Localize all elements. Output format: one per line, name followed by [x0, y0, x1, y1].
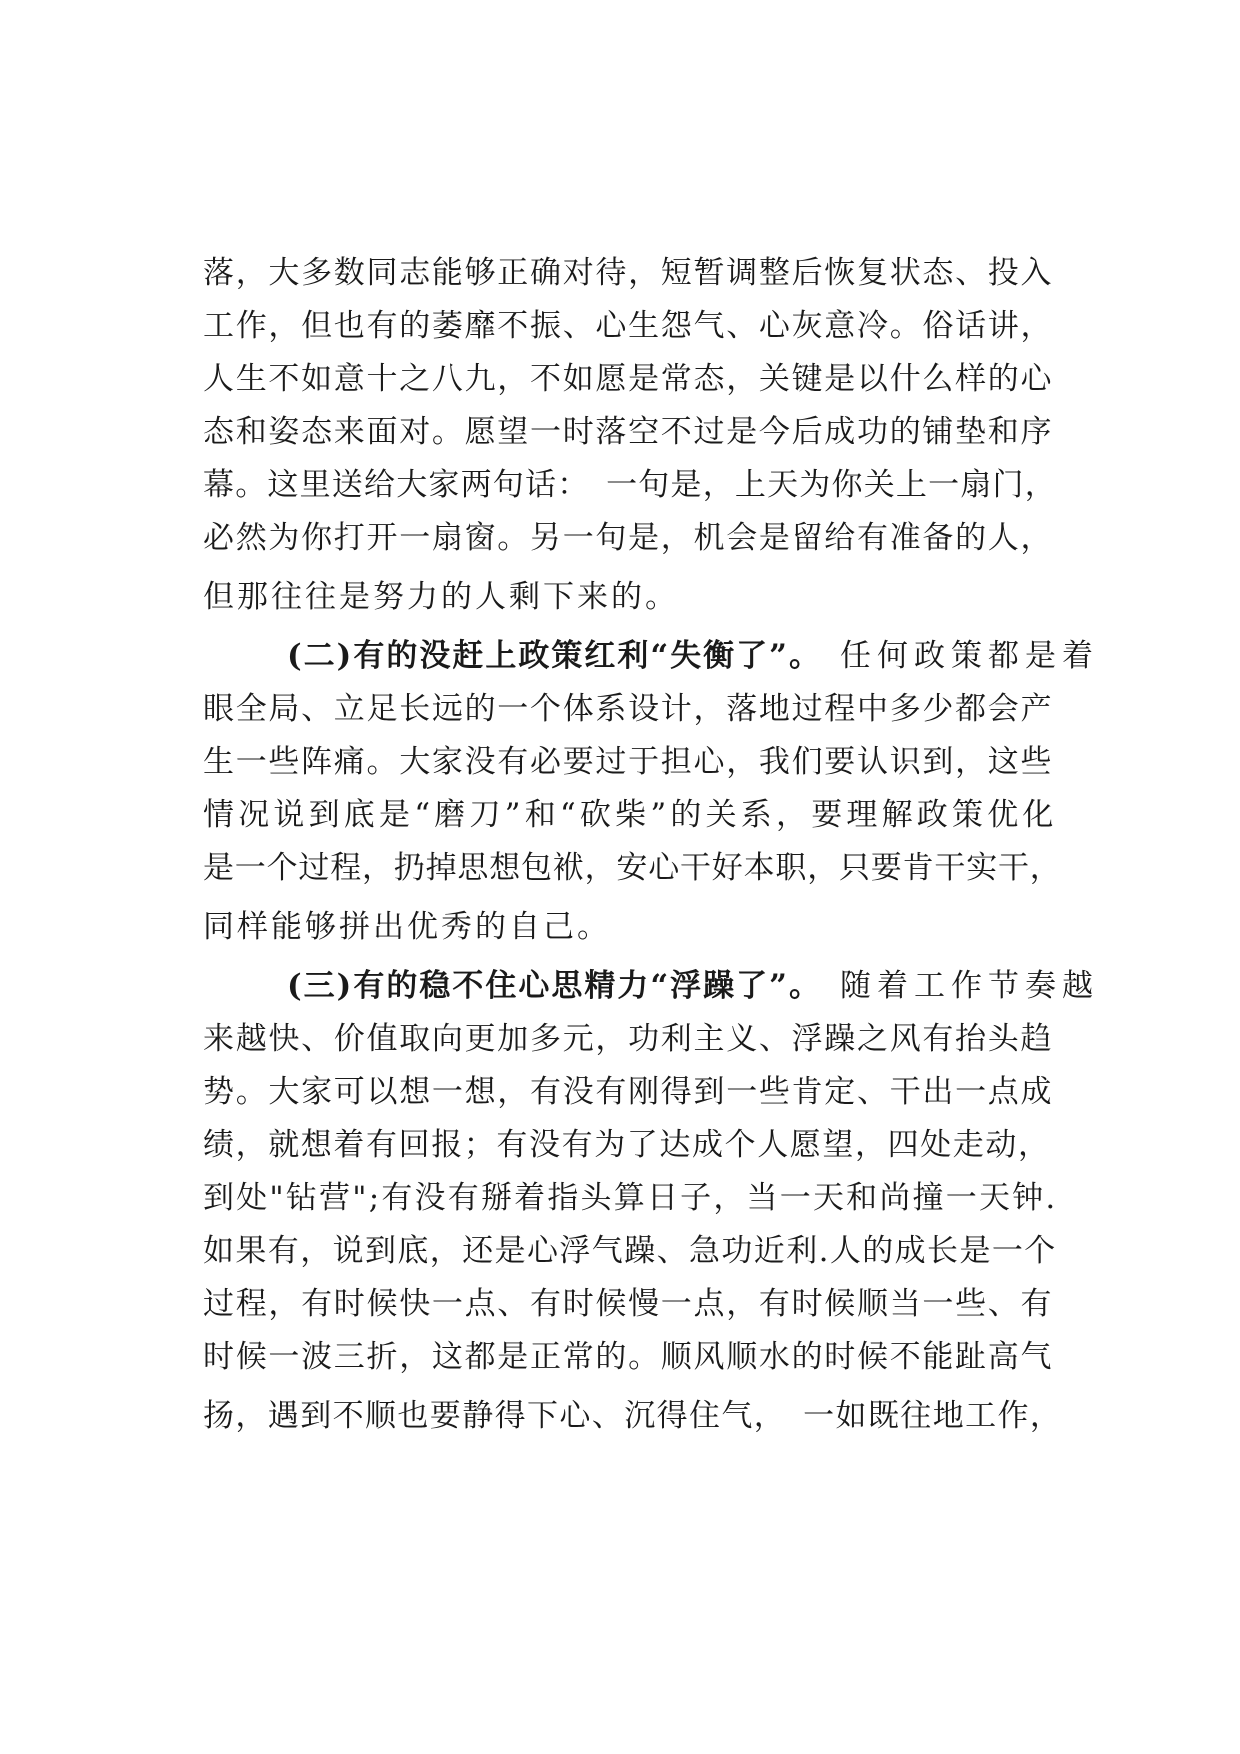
- section-heading: (二)有的没赶上政策红利“失衡了”。: [287, 638, 822, 674]
- text-line: [203, 1331, 1063, 1383]
- line-text: 人生不如意十之八九，不如愿是常态，关键是以什么样的心: [203, 361, 1054, 397]
- text-line: [203, 842, 1063, 894]
- text-line: [203, 571, 1063, 623]
- text-line: [203, 789, 1063, 841]
- line-text: 但那往往是努力的人剩下来的。: [203, 579, 679, 615]
- line-text: 时候一波三折，这都是正常的。顺风顺水的时候不能趾高气: [203, 1339, 1054, 1375]
- text-line: [203, 1225, 1063, 1277]
- text-line: [203, 1278, 1063, 1330]
- line-text: 绩，就想着有回报；有没有为了达成个人愿望，四处走动，: [203, 1127, 1051, 1163]
- text-line: [203, 300, 1063, 352]
- line-text: 眼全局、立足长远的一个体系设计，落地过程中多少都会产: [203, 691, 1054, 727]
- section-heading-line: [203, 630, 1099, 682]
- line-text: 幕。这里送给大家两句话： 一句是，上天为你关上一扇门，: [203, 467, 1057, 503]
- section-heading-line: [203, 960, 1099, 1012]
- line-text: 同样能够拼出优秀的自己。: [203, 909, 611, 945]
- text-line: [203, 1390, 1063, 1442]
- text-line: [203, 1119, 1063, 1171]
- line-text: 过程，有时候快一点、有时候慢一点，有时候顺当一些、有: [203, 1286, 1054, 1322]
- text-line: [203, 247, 1063, 299]
- line-text: 如果有，说到底，还是心浮气躁、急功近利.人的成长是一个: [203, 1233, 1057, 1269]
- line-text: 必然为你打开一扇窗。另一句是，机会是留给有准备的人，: [203, 520, 1054, 556]
- text-line: [203, 683, 1063, 735]
- line-text: 势。大家可以想一想，有没有刚得到一些肯定、干出一点成: [203, 1074, 1054, 1110]
- line-text: 任何政策都是着: [840, 638, 1099, 674]
- text-line: [203, 901, 1063, 953]
- text-line: [203, 1066, 1063, 1118]
- line-text: 扬，遇到不顺也要静得下心、沉得住气， 一如既往地工作，: [203, 1398, 1063, 1434]
- line-text: 工作，但也有的萎靡不振、心生怨气、心灰意冷。俗话讲，: [203, 308, 1054, 344]
- line-text: 落，大多数同志能够正确对待，短暂调整后恢复状态、投入: [203, 255, 1054, 291]
- text-line: [203, 1013, 1063, 1065]
- line-text: 生一些阵痛。大家没有必要过于担心，我们要认识到，这些: [203, 744, 1054, 780]
- line-text: 来越快、价值取向更加多元，功利主义、浮躁之风有抬头趋: [203, 1021, 1054, 1057]
- text-line: [203, 512, 1063, 564]
- line-text: 到处"钻营";有没有掰着指头算日子，当一天和尚撞一天钟.: [203, 1180, 1058, 1216]
- line-text: 情况说到底是“磨刀”和“砍柴”的关系，要理解政策优化: [203, 797, 1058, 833]
- text-line: [203, 459, 1063, 511]
- text-line: [203, 736, 1063, 788]
- line-text: 随着工作节奏越: [840, 968, 1099, 1004]
- text-line: [203, 406, 1063, 458]
- line-text: 是一个过程，扔掉思想包袱，安心干好本职，只要肯干实干，: [203, 850, 1062, 886]
- text-line: [203, 353, 1063, 405]
- text-line: [203, 1172, 1063, 1224]
- section-heading: (三)有的稳不住心思精力“浮躁了”。: [287, 968, 822, 1004]
- line-text: 态和姿态来面对。愿望一时落空不过是今后成功的铺垫和序: [203, 414, 1054, 450]
